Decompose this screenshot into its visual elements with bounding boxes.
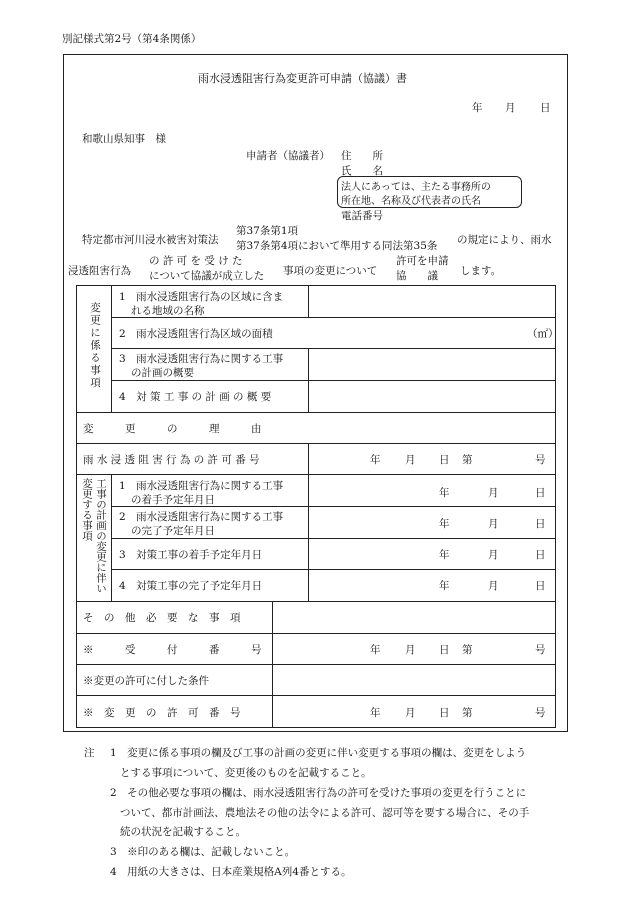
plan-row2-line2: の完了予定年月日	[131, 525, 215, 537]
notes-label: 注	[84, 747, 95, 759]
row1-label-line1: 1 雨水浸透阻害行為の区域に含ま	[119, 291, 284, 303]
intro-option-agreed: について協議が成立した	[149, 270, 265, 282]
plan-row1-line1: 1 雨水浸透阻害行為に関する工事	[119, 480, 284, 492]
intro-provision: の規定により、雨水	[457, 234, 552, 246]
form-number: 別記様式第2号（第4条関係）	[62, 33, 202, 45]
note-2-line1: 2 その他必要な事項の欄は、雨水浸透阻害行為の許可を受けた事項の変更を行うことに	[110, 787, 527, 799]
intro-law-name: 特定都市河川浸水被害対策法	[82, 234, 219, 246]
intro-line2-mid: 事項の変更について	[283, 265, 378, 277]
note-1-line1: 1 変更に係る事項の欄及び工事の計画の変更に伴い変更する事項の欄は、変更をしよう	[110, 747, 527, 759]
receipt-number-label: ※ 受 付 番 号	[83, 644, 262, 656]
corporation-note-line1: 法人にあっては、主たる事務所の	[341, 182, 491, 193]
intro-article-2: 第37条第4項において準用する同法第35条	[236, 240, 438, 252]
row3-label-line2: の計画の概要	[131, 367, 194, 379]
change-permit-number-label: ※ 変 更 の 許 可 番 号	[83, 707, 241, 719]
date-year-label: 年	[472, 102, 483, 114]
intro-option-consult: 協 議	[396, 270, 438, 282]
note-2-line3: 続の状況を記載すること。	[120, 826, 246, 838]
plan-row1-line2: の着手予定年月日	[131, 494, 215, 506]
plan-change-header: 工事の計画の変更に伴い変更する事項	[81, 478, 107, 594]
applicant-name-label: 氏 名	[341, 165, 383, 177]
form-title: 雨水浸透阻害行為変更許可申請（協議）書	[198, 72, 407, 85]
note-2-line2: ついて、都市計画法、農地法その他の法令による許可、認可等を要する場合に、その手	[120, 807, 530, 819]
plan-row4-label: 4 対策工事の完了予定年月日	[119, 580, 263, 592]
applicant-label: 申請者（協議者）	[246, 150, 330, 162]
applicant-address-label: 住 所	[341, 150, 383, 162]
row1-label-line2: れる地域の名称	[131, 305, 205, 317]
addressee: 和歌山県知事 様	[82, 133, 166, 145]
applicant-phone-label: 電話番号	[341, 210, 383, 222]
note-3: 3 ※印のある欄は、記載しないこと。	[110, 846, 296, 858]
row4-label: 4 対 策 工 事 の 計 画 の 概 要	[119, 391, 272, 403]
plan-row3-label: 3 対策工事の着手予定年月日	[119, 549, 263, 561]
other-items-label: そ の 他 必 要 な 事 項	[83, 612, 241, 624]
permit-number-label: 雨 水 浸 透 阻 害 行 為 の 許 可 番 号	[83, 454, 260, 466]
permit-conditions-label: ※変更の許可に付した条件	[83, 675, 209, 687]
note-1-line2: とする事項について、変更後のものを記載すること。	[120, 767, 372, 779]
date-day-label: 日	[540, 102, 551, 114]
intro-line2-start: 浸透阻害行為	[68, 265, 131, 277]
corporation-note-line2: 所在地、名称及び代表者の氏名	[341, 196, 481, 207]
row2-unit: （㎡）	[527, 328, 559, 340]
intro-option-apply: 許可を申請	[396, 255, 449, 267]
change-reason-label: 変 更 の 理 由	[83, 423, 262, 435]
row3-label-line1: 3 雨水浸透阻害行為に関する工事	[119, 353, 284, 365]
intro-line2-end: します。	[460, 265, 502, 277]
row2-label: 2 雨水浸透阻害行為区域の面積	[119, 328, 273, 340]
plan-row2-line1: 2 雨水浸透阻害行為に関する工事	[119, 511, 284, 523]
intro-article-1: 第37条第1項	[236, 225, 299, 237]
date-month-label: 月	[505, 102, 516, 114]
changed-items-header: 変更に係る事項	[89, 302, 101, 390]
note-4: 4 用紙の大きさは、日本産業規格A列4番とする。	[110, 866, 352, 878]
intro-option-permitted: の 許 可 を 受 け た	[149, 255, 243, 267]
